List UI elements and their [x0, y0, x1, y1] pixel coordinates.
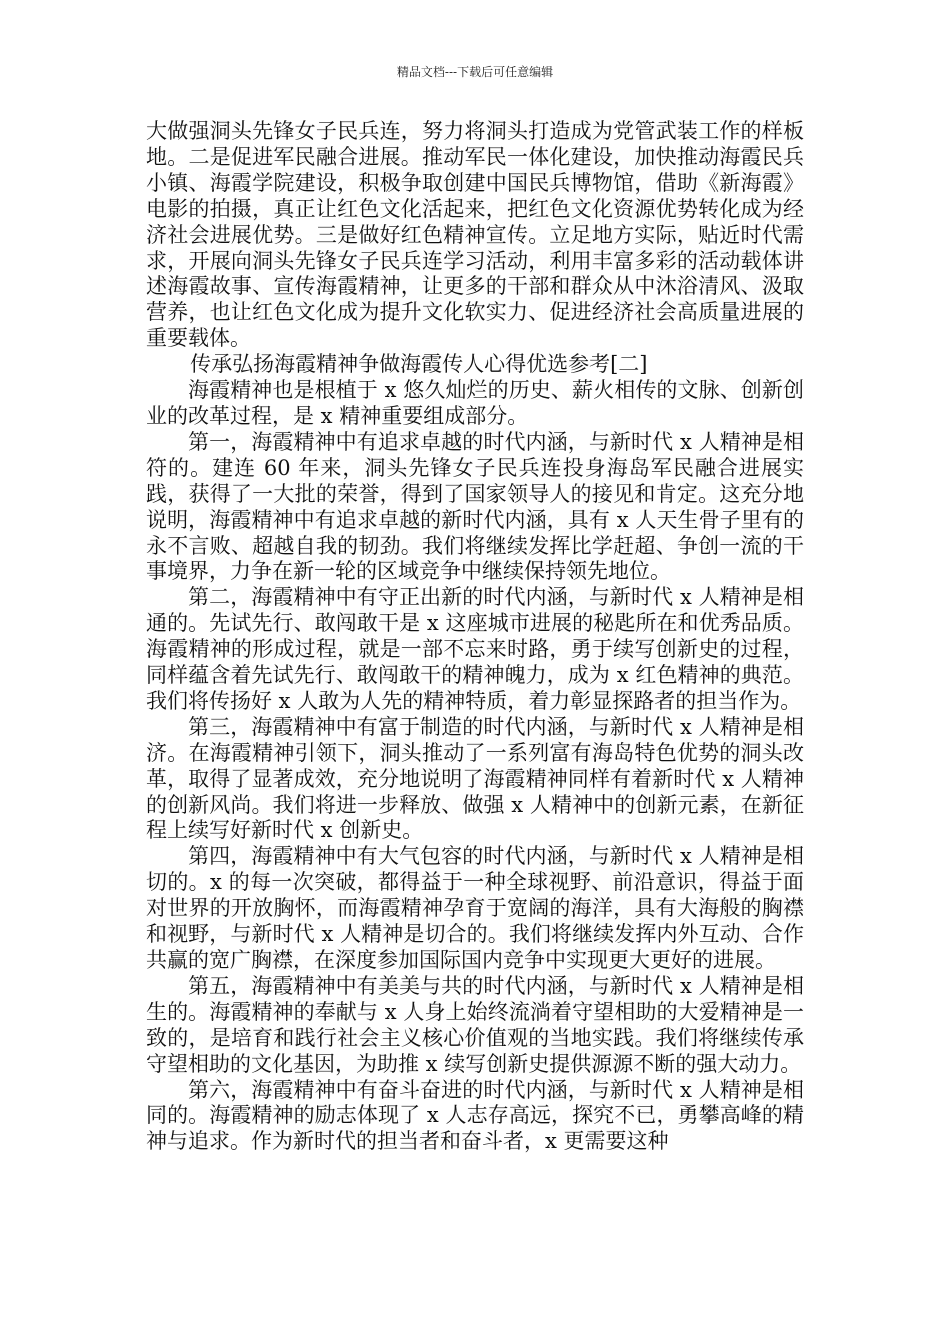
section-heading: 传承弘扬海霞精神争做海霞传人心得优选参考[二] [190, 352, 648, 377]
paragraph-fourth: 第四，海霞精神中有大气包容的时代内涵，与新时代 x 人精神是相切的。x 的每一次突破，都得益于一种全球视野、前沿意识，得益于面对世界的开放胸怀，而海霞精神孕育于宽阔的海洋，具有大海般的胸襟和视野，与新时代 x 人精神是切合的。我们将继续发挥内外互动、合作共赢的宽广胸襟，在深度参加国际国内竞争中实现更大更好的进展。 [146, 844, 804, 972]
paragraph-second: 第二，海霞精神中有守正出新的时代内涵，与新时代 x 人精神是相通的。先试先行、敢闯敢干是 x 这座城市进展的秘匙所在和优秀品质。海霞精神的形成过程，就是一部不忘来时路，勇于续写创新史的过程，同样蕴含着先试先行、敢闯敢干的精神魄力，成为 x 红色精神的典范。我们将传扬好 x 人敢为人先的精神特质，着力彰显探路者的担当作为。 [146, 585, 804, 713]
document-body [146, 119, 804, 1155]
paragraph-first: 第一，海霞精神中有追求卓越的时代内涵，与新时代 x 人精神是相符的。建连 60 年来，洞头先锋女子民兵连投身海岛军民融合进展实践，获得了一大批的荣誉，得到了国家领导人的接见和肯定。这充分地说明，海霞精神中有追求卓越的新时代内涵，具有 x 人天生骨子里有的永不言败、超越自我的韧劲。我们将继续发挥比学赶超、争创一流的干事境界，力争在新一轮的区域竞争中继续保持领先地位。 [146, 429, 804, 584]
page-header: 精品文档---下载后可任意编辑 [396, 65, 554, 79]
paragraph-third: 第三，海霞精神中有富于制造的时代内涵，与新时代 x 人精神是相济。在海霞精神引领下，洞头推动了一系列富有海岛特色优势的洞头改革，取得了显著成效，充分地说明了海霞精神同样有着新时代 x 人精神的创新风尚。我们将进一步释放、做强 x 人精神中的创新元素，在新征程上续写好新时代 x 创新史。 [146, 714, 804, 843]
paragraph-intro: 海霞精神也是根植于 x 悠久灿烂的历史、薪火相传的文脉、创新创业的改革过程，是 x 精神重要组成部分。 [146, 378, 804, 428]
paragraph-sixth: 第六，海霞精神中有奋斗奋进的时代内涵，与新时代 x 人精神是相同的。海霞精神的励志体现了 x 人志存高远，探究不已，勇攀高峰的精神与追求。作为新时代的担当者和奋斗者，x 更需要这种 [146, 1077, 804, 1154]
paragraph-continuation: 大做强洞头先锋女子民兵连，努力将洞头打造成为党管武装工作的样板地。二是促进军民融合进展。推动军民一体化建设，加快推动海霞民兵小镇、海霞学院建设，积极争取创建中国民兵博物馆，借助《新海霞》电影的拍摄，真正让红色文化活起来，把红色文化资源优势转化成为经济社会进展优势。三是做好红色精神宣传。立足地方实际，贴近时代需求，开展向洞头先锋女子民兵连学习活动，利用丰富多彩的活动载体讲述海霞故事、宣传海霞精神，让更多的干部和群众从中沐浴清风、汲取营养，也让红色文化成为提升文化软实力、促进经济社会高质量进展的重要载体。 [146, 119, 804, 351]
paragraph-fifth: 第五，海霞精神中有美美与共的时代内涵，与新时代 x 人精神是相生的。海霞精神的奉献与 x 人身上始终流淌着守望相助的大爱精神是一致的，是培育和践行社会主义核心价值观的当地实践。我们将继续传承守望相助的文化基因，为助推 x 续写创新史提供源源不断的强大动力。 [146, 973, 804, 1076]
